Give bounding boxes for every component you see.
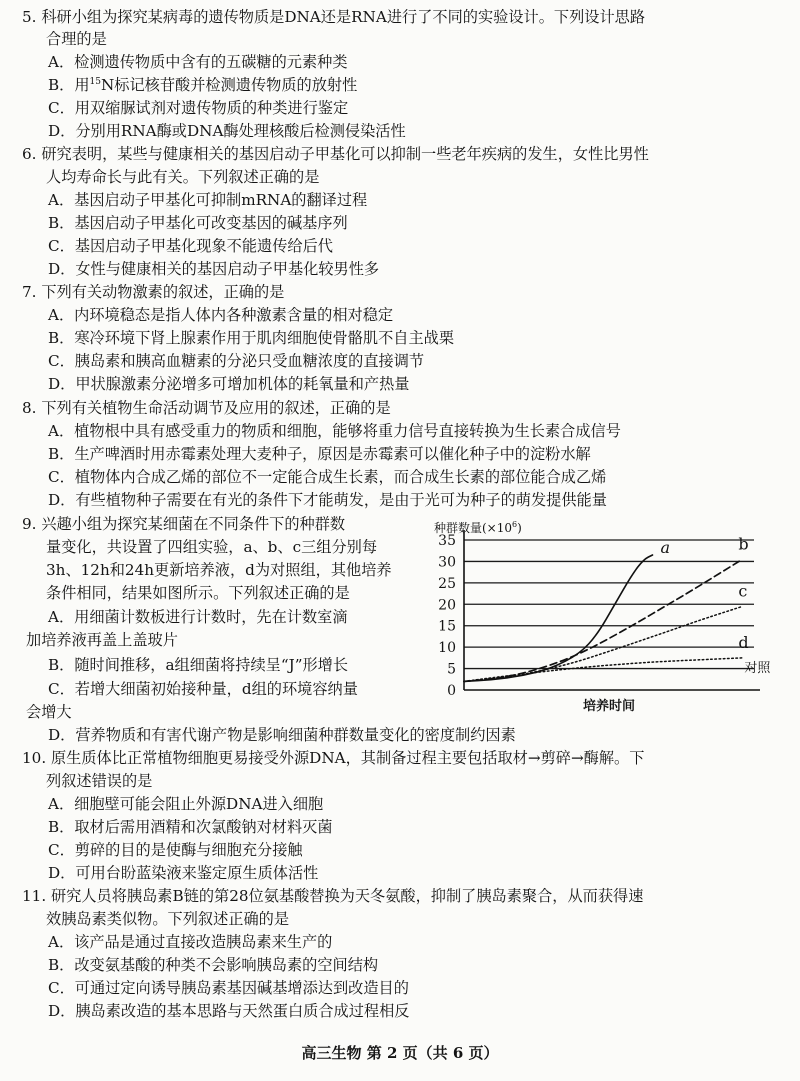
x-axis-label: 培养时间	[582, 699, 636, 714]
q11-option-c[interactable]: C．可通过定向诱导胰岛素基因碱基增添达到改造目的	[48, 979, 409, 997]
q5-option-c[interactable]: C．用双缩脲试剂对遗传物质的种类进行鉴定	[48, 99, 349, 117]
chart-grid	[464, 540, 754, 669]
q9-option-a-line1[interactable]: A．用细菌计数板进行计数时，先在计数室滴	[48, 608, 348, 626]
q10-option-a[interactable]: A．细胞壁可能会阻止外源DNA进入细胞	[48, 795, 324, 813]
y-axis-label: 种群数量$(\times 10^6)$	[434, 520, 522, 535]
q8-option-a[interactable]: A．植物根中具有感受重力的物质和细胞，能够将重力信号直接转换为生长素合成信号	[48, 422, 621, 440]
series-label-a: a	[660, 538, 671, 557]
q7-option-a[interactable]: A．内环境稳态是指人体内各种激素含量的相对稳定	[48, 306, 394, 324]
q6-stem-line1: 6. 研究表明，某些与健康相关的基因启动子甲基化可以抑制一些老年疾病的发生，女性比男性	[22, 145, 649, 163]
q9-option-b[interactable]: B．随时间推移，a组细菌将持续呈“J”形增长	[48, 656, 349, 674]
q11-option-d[interactable]: D．胰岛素改造的基本思路与天然蛋白质合成过程相反	[48, 1002, 410, 1020]
series-label-c: c	[738, 581, 748, 601]
q9-stem-line1: 9. 兴趣小组为探究某细菌在不同条件下的种群数	[22, 515, 346, 533]
y-tick-label-15: 15	[438, 618, 456, 635]
q9-option-a-line2[interactable]: 加培养液再盖上盖玻片	[26, 631, 178, 649]
q7-option-c[interactable]: C．胰岛素和胰高血糖素的分泌只受血糖浓度的直接调节	[48, 352, 425, 370]
q5-option-b[interactable]	[48, 74, 357, 96]
series-label-d: d	[738, 632, 749, 652]
population-growth-chart	[420, 518, 780, 724]
q9-stem-line4: 条件相同，结果如图所示。下列叙述正确的是	[46, 584, 350, 602]
q10-option-c[interactable]: C．剪碎的目的是使酶与细胞充分接触	[48, 841, 303, 859]
q10-option-d[interactable]: D．可用台盼蓝染液来鉴定原生质体活性	[48, 864, 319, 882]
q8-stem: 8. 下列有关植物生命活动调节及应用的叙述，正确的是	[22, 399, 391, 417]
q8-option-b[interactable]: B．生产啤酒时用赤霉素处理大麦种子，原因是赤霉素可以催化种子中的淀粉水解	[48, 445, 591, 463]
q9-option-c-line1[interactable]: C．若增大细菌初始接种量，d组的环境容纳量	[48, 680, 358, 698]
y-tick-label-30: 30	[438, 554, 456, 571]
q11-option-b[interactable]: B．改变氨基酸的种类不会影响胰岛素的空间结构	[48, 956, 379, 974]
chart-series	[464, 555, 742, 681]
q7-stem: 7. 下列有关动物激素的叙述，正确的是	[22, 283, 285, 301]
q11-stem-line1: 11. 研究人员将胰岛素B链的第28位氨基酸替换为天冬氨酸，抑制了胰岛素聚合，从而获得速	[22, 887, 644, 905]
control-label: 对照	[744, 660, 771, 676]
q9-stem-line3: 3h、12h和24h更新培养液，d为对照组，其他培养	[46, 561, 392, 579]
q5-option-b-pre: B．用	[48, 76, 90, 94]
y-tick-label-20: 20	[438, 597, 456, 614]
q6-option-a[interactable]: A．基因启动子甲基化可抑制mRNA的翻译过程	[48, 191, 368, 209]
q6-option-c[interactable]: C．基因启动子甲基化现象不能遗传给后代	[48, 237, 333, 255]
q5-stem-line1: 5. 科研小组为探究某病毒的遗传物质是DNA还是RNA进行了不同的实验设计。下列设计思路	[22, 8, 646, 26]
y-tick-label-35: 35	[438, 533, 456, 549]
q5-option-d[interactable]: D．分别用RNA酶或DNA酶处理核酸后检测侵染活性	[48, 122, 406, 140]
q5-option-b-post: N标记核苷酸并检测遗传物质的放射性	[101, 76, 358, 94]
q7-option-b[interactable]: B．寒冷环境下肾上腺素作用于肌肉细胞使骨骼肌不自主战栗	[48, 329, 455, 347]
q9-stem-line2: 量变化，共设置了四组实验，a、b、c三组分别每	[46, 538, 378, 556]
q9-option-d[interactable]: D．营养物质和有害代谢产物是影响细菌种群数量变化的密度制约因素	[48, 726, 516, 744]
q6-stem-line2: 人均寿命长与此有关。下列叙述正确的是	[46, 168, 320, 186]
q5-stem-line2: 合理的是	[46, 30, 107, 48]
series-line-a	[464, 555, 653, 681]
series-label-b: b	[738, 534, 749, 554]
q7-option-d[interactable]: D．甲状腺激素分泌增多可增加机体的耗氧量和产热量	[48, 375, 410, 393]
q5-option-a[interactable]: A．检测遗传物质中含有的五碳糖的元素种类	[48, 53, 348, 71]
q10-stem-line1: 10. 原生质体比正常植物细胞更易接受外源DNA，其制备过程主要包括取材→剪碎→酶解。下	[22, 749, 645, 767]
q10-stem-line2: 列叙述错误的是	[46, 772, 153, 790]
q9-option-c-line2[interactable]: 会增大	[26, 703, 72, 721]
series-line-c	[464, 606, 742, 681]
y-tick-label-10: 10	[438, 640, 456, 657]
q6-option-b[interactable]: B．基因启动子甲基化可改变基因的碱基序列	[48, 214, 348, 232]
chart-labels	[434, 520, 771, 714]
page-footer: 高三生物 第 2 页（共 6 页）	[301, 1044, 499, 1062]
q11-stem-line2: 效胰岛素类似物。下列叙述正确的是	[46, 910, 289, 928]
y-tick-label-0: 0	[447, 683, 456, 699]
q5-option-b-superscript: 15	[89, 77, 101, 87]
q6-option-d[interactable]: D．女性与健康相关的基因启动子甲基化较男性多	[48, 260, 380, 278]
y-tick-label-5: 5	[447, 661, 456, 678]
y-tick-label-25: 25	[438, 575, 456, 592]
q10-option-b[interactable]: B．取材后需用酒精和次氯酸钠对材料灭菌	[48, 818, 333, 836]
q11-option-a[interactable]: A．该产品是通过直接改造胰岛素来生产的	[48, 933, 333, 951]
q8-option-c[interactable]: C．植物体内合成乙烯的部位不一定能合成生长素，而合成生长素的部位能合成乙烯	[48, 468, 607, 486]
q8-option-d[interactable]: D．有些植物种子需要在有光的条件下才能萌发，是由于光可为种子的萌发提供能量	[48, 491, 607, 509]
